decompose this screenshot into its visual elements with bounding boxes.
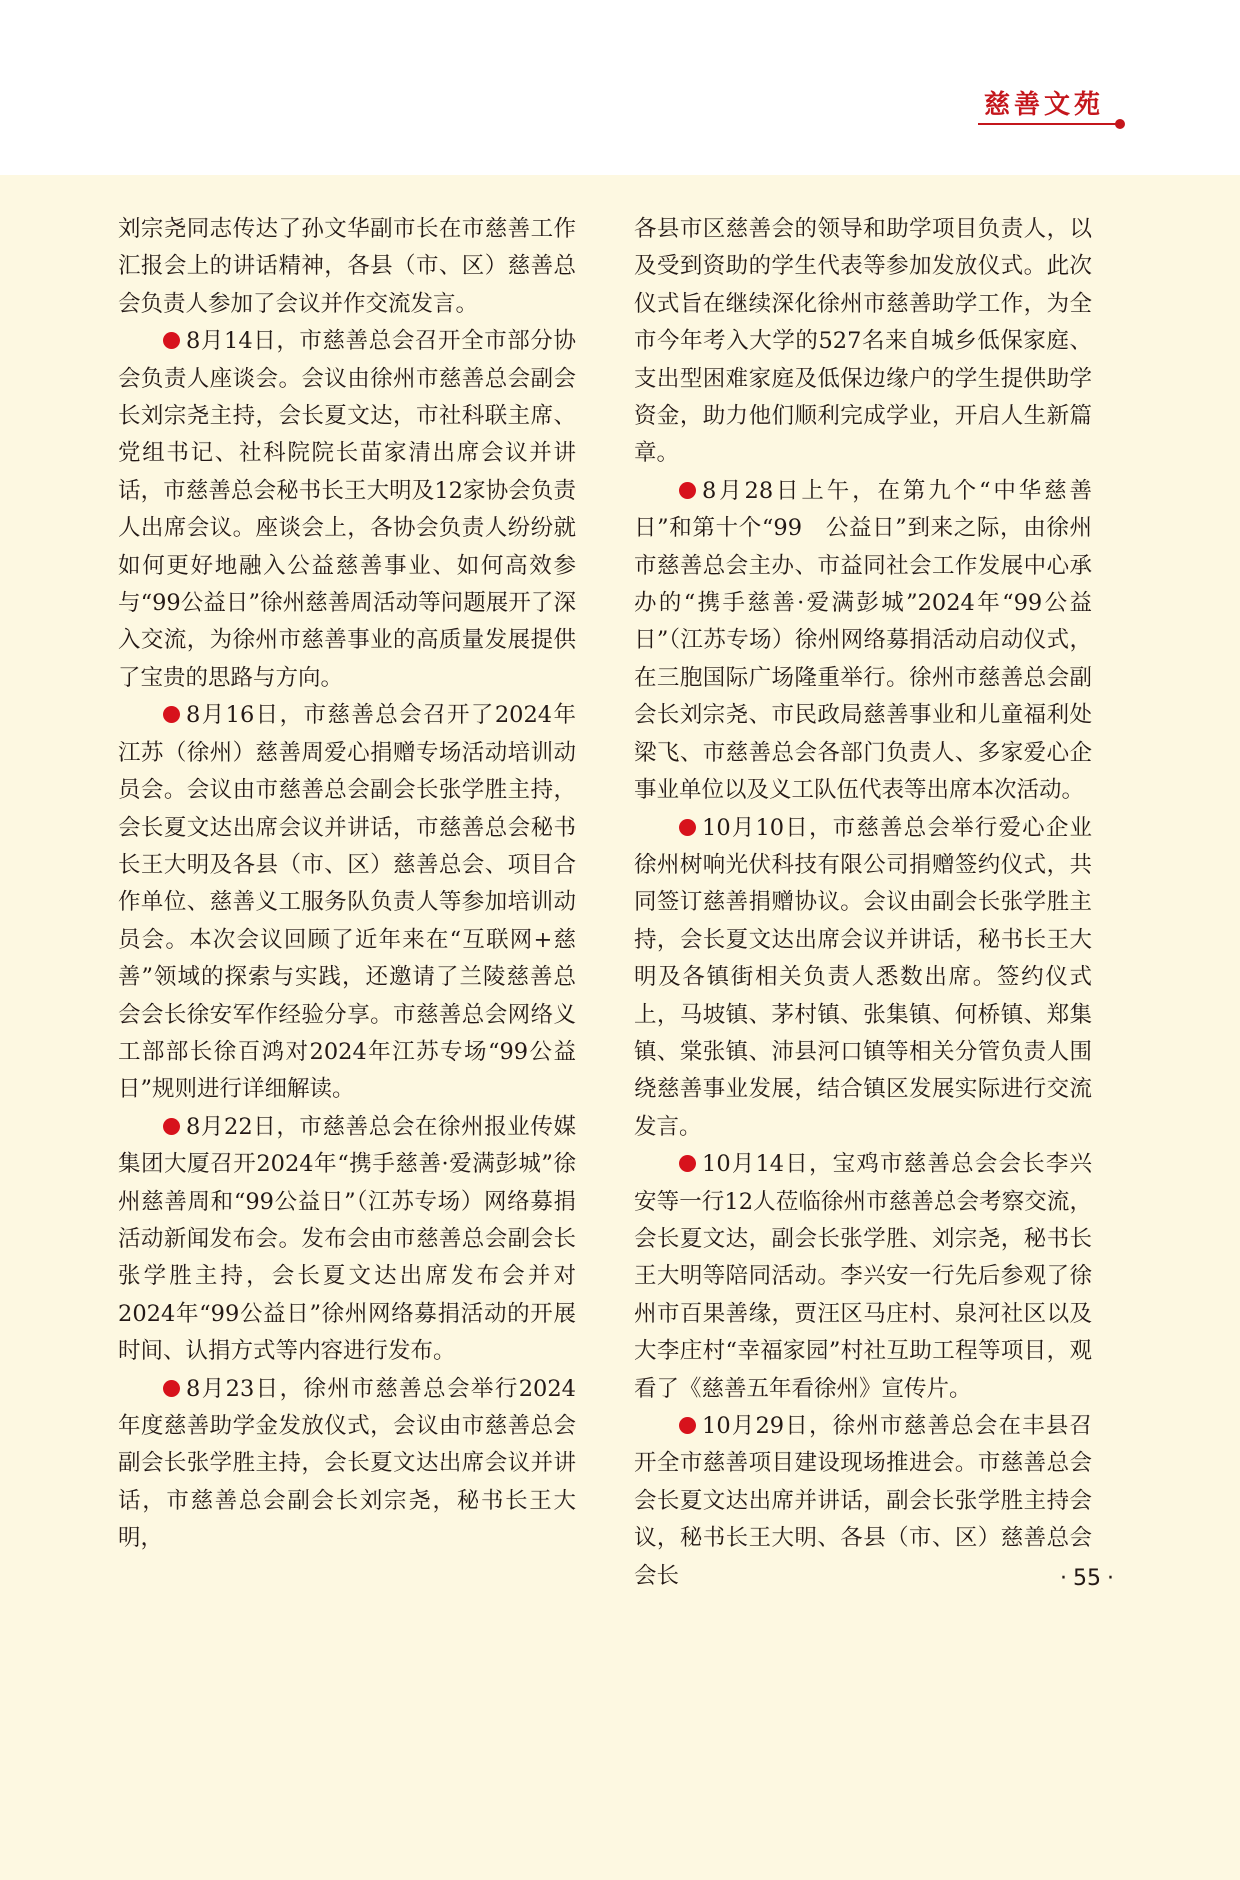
paragraph-continued: 刘宗尧同志传达了孙文华副市长在市慈善工作汇报会上的讲话精神，各县（市、区）慈善总会负责人参加了会议并作交流发言。 [118, 216, 576, 317]
news-item: 10月14日，宝鸡市慈善总会会长李兴安等一行12人莅临徐州市慈善总会考察交流，会长夏文达，副会长张学胜、刘宗尧，秘书长王大明等陪同活动。李兴安一行先后参观了徐州市百果善缘，贾汪区马庄村、泉河社区以及大李庄村“幸福家园”村社互助工程等项目，观看了《慈善五年看徐州》宣传片。 [634, 1146, 1092, 1408]
paragraph-continued: 各县市区慈善会的领导和助学项目负责人，以及受到资助的学生代表等参加发放仪式。此次仪式旨在继续深化徐州市慈善助学工作，为全市今年考入大学的527名来自城乡低保家庭、支出型困难家庭及低保边缘户的学生提供助学资金，助力他们顺利完成学业，开启人生新篇章。 [634, 216, 1092, 467]
news-item: 8月23日，徐州市慈善总会举行2024年度慈善助学金发放仪式，会议由市慈善总会副会长张学胜主持，会长夏文达出席会议并讲话，市慈善总会副会长刘宗尧，秘书长王大明， [118, 1371, 576, 1558]
news-item: 10月10日，市慈善总会举行爱心企业徐州树响光伏科技有限公司捐赠签约仪式，共同签订慈善捐赠协议。会议由副会长张学胜主持，会长夏文达出席会议并讲话，秘书长王大明及各镇街相关负责人悉数出席。签约仪式上，马坡镇、茅村镇、张集镇、何桥镇、郑集镇、棠张镇、沛县河口镇等相关分管负责人围绕慈善事业发展，结合镇区发展实际进行交流发言。 [634, 810, 1092, 1147]
news-item: 8月14日，市慈善总会召开全市部分协会负责人座谈会。会议由徐州市慈善总会副会长刘宗尧主持，会长夏文达，市社科联主席、党组书记、社科院院长苗家清出席会议并讲话，市慈善总会秘书长王大明及12家协会负责人出席会议。座谈会上，各协会负责人纷纷就如何更好地融入公益慈善事业、如何高效参与“99公益日”徐州慈善周活动等问题展开了深入交流，为徐州市慈善事业的高质量发展提供了宝贵的思路与方向。 [118, 323, 576, 697]
news-item: 8月22日，市慈善总会在徐州报业传媒集团大厦召开2024年“携手慈善·爱满彭城”徐州慈善周和“99公益日”（江苏专场）网络募捐活动新闻发布会。发布会由市慈善总会副会长张学胜主持，会长夏文达出席发布会并对2024年“99公益日”徐州网络募捐活动的开展时间、认捐方式等内容进行发布。 [118, 1109, 576, 1371]
section-title: 慈善文苑 [983, 90, 1104, 120]
section-title-underline [978, 123, 1121, 125]
page-number-dot-right: · [1107, 1566, 1114, 1591]
page-header [0, 0, 1240, 175]
news-item: 10月29日，徐州市慈善总会在丰县召开全市慈善项目建设现场推进会。市慈善总会会长夏文达出席并讲话，副会长张学胜主持会议，秘书长王大明、各县（市、区）慈善总会会长 [634, 1408, 1092, 1595]
page-number-dot-left: · [1060, 1566, 1067, 1591]
page-number [1054, 1566, 1120, 1591]
section-title-dot-icon [1115, 119, 1125, 129]
article-body [0, 175, 1240, 1880]
page-number-value: 55 [1073, 1566, 1101, 1591]
news-item: 8月28日上午，在第九个“中华慈善日”和第十个“99 公益日”到来之际，由徐州市慈善总会主办、市益同社会工作发展中心承办的“携手慈善·爱满彭城”2024年“99公益日”（江苏专场）徐州网络募捐活动启动仪式，在三胞国际广场隆重举行。徐州市慈善总会副会长刘宗尧、市民政局慈善事业和儿童福利处梁飞、市慈善总会各部门负责人、多家爱心企事业单位以及义工队伍代表等出席本次活动。 [634, 473, 1092, 810]
news-item: 8月16日，市慈善总会召开了2024年江苏（徐州）慈善周爱心捐赠专场活动培训动员会。会议由市慈善总会副会长张学胜主持，会长夏文达出席会议并讲话，市慈善总会秘书长王大明及各县（市、区）慈善总会、项目合作单位、慈善义工服务队负责人等参加培训动员会。本次会议回顾了近年来在“互联网+慈善”领域的探索与实践，还邀请了兰陵慈善总会会长徐安军作经验分享。市慈善总会网络义工部部长徐百鸿对2024年江苏专场“99公益日”规则进行详细解读。 [118, 697, 576, 1108]
left-column [118, 211, 576, 1558]
right-column [634, 211, 1092, 1595]
